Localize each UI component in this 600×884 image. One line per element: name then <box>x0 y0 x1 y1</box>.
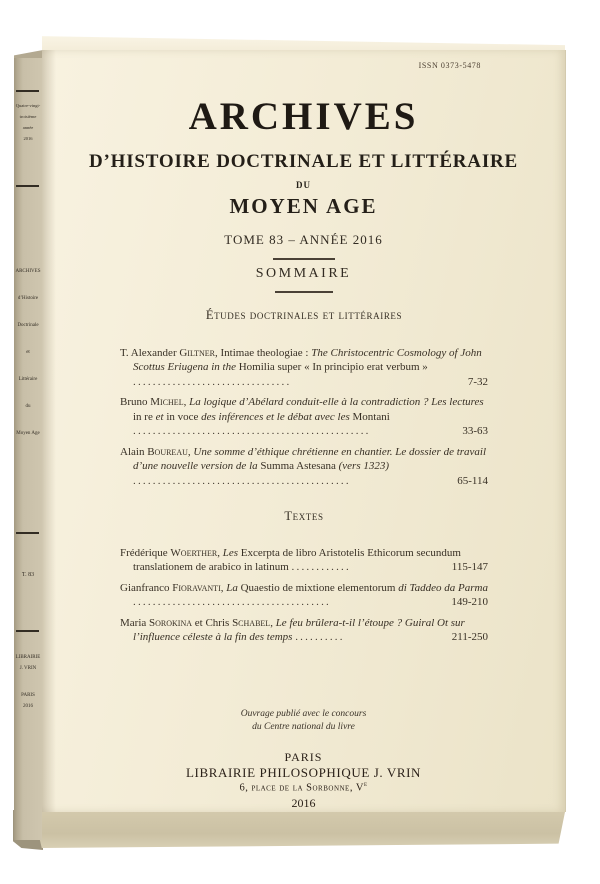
toc-text-segment: Maria <box>120 616 150 629</box>
toc-text-segment: Une somme d’éthique chrétienne en chantier. Le dossier de travail d’une nouvelle version de la <box>133 445 487 472</box>
toc-text-segment: Summa Astesana <box>260 460 339 472</box>
toc-text-segment: , <box>220 581 227 594</box>
toc-text-segment: Alain <box>120 445 148 458</box>
toc-text-segment: Sorokina <box>149 616 193 629</box>
toc-text-segment: des inférences et le débat avec les <box>201 410 353 423</box>
toc-sections <box>120 308 488 651</box>
toc-page-range: 33-63 <box>462 425 488 437</box>
toc-leader-dots: ............................................ <box>133 474 351 487</box>
book-bottom-page-edge <box>30 812 565 848</box>
spine-text-line: troisième <box>19 114 37 119</box>
journal-title: ARCHIVES <box>188 95 419 138</box>
toc-text-segment: Excerpta de libro Aristotelis Ethicorum secundum translationem de arabico in latinum <box>133 546 461 573</box>
publisher-name: LIBRAIRIE PHILOSOPHIQUE J. VRIN <box>185 765 422 780</box>
spine-text-line: d’Histoire <box>17 296 39 301</box>
front-cover <box>42 50 566 812</box>
toc-text-segment: Les <box>222 546 241 559</box>
toc-entry <box>120 546 488 575</box>
toc-text-segment: , <box>217 546 223 559</box>
journal-subtitle-du: DU <box>296 180 311 190</box>
toc-text-segment: (vers 1323) <box>338 460 390 472</box>
divider-rule <box>275 291 333 293</box>
tome-year-line: TOME 83 – ANNÉE 2016 <box>224 232 383 247</box>
toc-text-segment: Boureau <box>147 445 188 458</box>
toc-leader-dots: ................................................ <box>133 425 371 437</box>
spine-text-line: ARCHIVES <box>15 269 41 274</box>
spine-tome: T. 83 <box>21 572 35 578</box>
toc-text-segment: , Intimae theologiae : <box>215 346 312 359</box>
publication-year: 2016 <box>291 796 316 810</box>
publisher-city: PARIS <box>284 750 323 764</box>
spine-text-line: année <box>22 125 34 130</box>
toc-text-segment: Homilia super « In principio erat verbum » <box>238 361 428 373</box>
publisher-address <box>42 781 565 794</box>
toc-section-heading: Textes <box>284 509 324 523</box>
spine-text-line: 2016 <box>23 136 33 141</box>
funding-note <box>42 708 565 734</box>
toc-text-segment: Gianfranco <box>120 581 173 594</box>
funding-note-line2: du Centre national du livre <box>252 722 355 732</box>
spine-text-line: et <box>26 350 30 355</box>
toc-text-segment: Montani <box>352 410 390 423</box>
toc-page-range: 149-210 <box>451 596 488 608</box>
spine-text-line: du <box>25 404 31 409</box>
spine-text-line: PARIS <box>21 693 35 698</box>
toc-leader-dots: .......... <box>295 631 345 643</box>
spine-year-lines <box>14 100 42 144</box>
toc-text-segment: Fioravanti <box>172 581 221 594</box>
toc-text-segment: et Chris <box>192 616 233 629</box>
spine-rule <box>16 90 39 92</box>
toc-page-range: 211-250 <box>451 631 488 643</box>
spine-rule <box>16 630 39 632</box>
toc-text-segment: in re <box>133 410 156 423</box>
spine-text-line: LIBRAIRIE <box>15 655 41 660</box>
funding-note-line1: Ouvrage publié avec le concours <box>240 709 367 719</box>
toc-text-segment: Bruno <box>120 396 151 408</box>
toc-entry <box>120 581 488 610</box>
spine-text-line: Moyen Age <box>16 431 40 436</box>
toc-entry <box>120 395 488 439</box>
toc-text-segment: Giltner <box>179 346 216 359</box>
journal-subtitle-1: D’HISTOIRE DOCTRINALE ET LITTÉRAIRE <box>88 151 519 172</box>
spine-text-line: Quatre-vingt- <box>15 103 41 108</box>
toc-text-segment: , <box>270 616 276 629</box>
toc-text-segment: Schabel <box>232 616 271 629</box>
journal-subtitle-2: MOYEN AGE <box>229 194 378 218</box>
toc-text-segment: in voce <box>166 410 202 423</box>
toc-text-segment: Woerther <box>170 546 218 559</box>
spine-text-line: J. VRIN <box>19 666 37 671</box>
toc-text-segment: Quaestio de mixtione elementorum <box>240 581 399 594</box>
toc-entry-text <box>120 445 488 489</box>
toc-page-range: 115-147 <box>451 561 488 573</box>
toc-entry <box>120 616 488 645</box>
toc-text-segment: , <box>183 396 190 408</box>
toc-text-segment: Michel <box>150 396 184 408</box>
toc-text-segment: The Christocentric Cosmology of John Scottus Eriugena in the <box>133 346 482 373</box>
publisher-address-sup: e <box>363 781 368 788</box>
toc-page-range: 7-32 <box>467 375 488 388</box>
spine-text-line: 2016 <box>23 704 33 709</box>
toc-leader-dots: ........................................ <box>133 596 331 608</box>
toc-text-segment: di Taddeo da Parma <box>398 581 488 594</box>
publisher-address-text: 6, place de la Sorbonne, V <box>239 782 364 794</box>
toc-entry-text <box>120 616 488 645</box>
spine-city-lines <box>14 690 42 712</box>
toc-text-segment: et <box>155 410 167 423</box>
toc-text-segment: Le feu brûlera-t-il l’étoupe ? Guiral Ot sur l’influence céleste à la fin des temps <box>133 616 465 643</box>
toc-text-segment: T. Alexander <box>120 346 180 359</box>
toc-text-segment: , <box>187 445 194 458</box>
toc-leader-dots: ................................ <box>133 375 292 388</box>
toc-text-segment: La logique d’Abélard conduit-elle à la contradiction ? Les lectures <box>189 396 484 408</box>
toc-entry-text <box>120 581 488 610</box>
toc-text-segment: Frédérique <box>120 546 171 559</box>
spine-rule <box>16 532 39 534</box>
issn-number: ISSN 0373-5478 <box>418 61 481 70</box>
toc-entry-text <box>120 395 488 439</box>
toc-page-range: 65-114 <box>457 474 488 487</box>
book-spine <box>14 58 42 840</box>
spine-title-lines <box>14 258 42 447</box>
spine-text-line: Doctrinale <box>17 323 39 328</box>
toc-entry <box>120 445 488 489</box>
sommaire-heading: SOMMAIRE <box>255 266 352 281</box>
toc-entry-text <box>120 546 488 575</box>
divider-rule <box>273 258 335 260</box>
spine-rule <box>16 185 39 187</box>
toc-section-heading: Études doctrinales et littéraires <box>205 308 403 322</box>
spine-publisher-lines <box>14 652 42 674</box>
toc-text-segment: La <box>226 581 241 594</box>
toc-entry-text <box>120 346 488 390</box>
spine-text-line: Littéraire <box>18 377 38 382</box>
toc-entry <box>120 346 488 390</box>
toc-leader-dots: ............ <box>291 561 351 573</box>
